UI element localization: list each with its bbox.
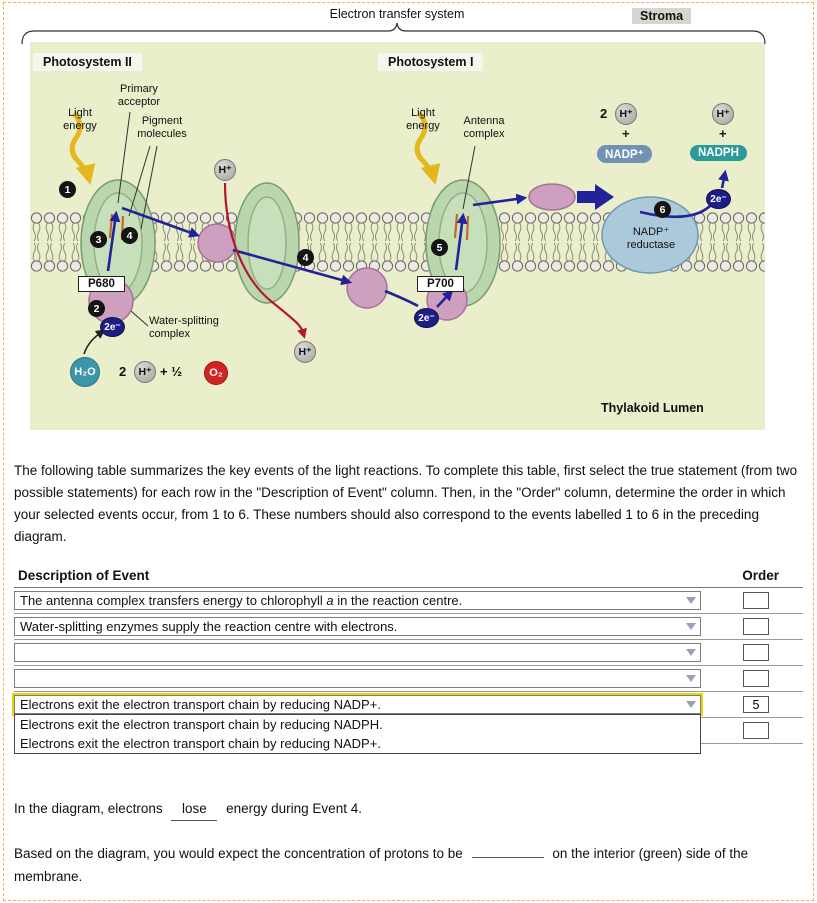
stroma-label: Stroma [632,8,691,24]
answer-blank-energy[interactable]: lose [171,797,217,821]
plastocyanin [347,268,387,308]
answer-blank-concentration[interactable] [472,857,544,858]
dropdown-option-1[interactable]: Electrons exit the electron transport chain by reducing NADPH. [20,717,383,732]
ferredoxin [529,184,575,210]
proton-icon: H⁺ [712,103,734,125]
table-row [14,692,803,751]
event-badge-5: 5 [431,239,448,256]
proton-icon: H⁺ [134,361,156,383]
event-dropdown-4[interactable] [14,669,701,688]
question-electron-energy [14,797,806,821]
p700-label: P700 [417,276,464,292]
event-badge-2: 2 [88,300,105,317]
order-input-2[interactable] [743,618,769,635]
water-splitting-label: Water-splitting complex [149,315,219,340]
dropdown-option-2[interactable]: Electrons exit the electron transport chain by reducing NADP+. [20,736,381,751]
light-energy-label-ps2: Light energy [63,107,97,132]
event-badge-4a: 4 [121,227,138,244]
light-reactions-diagram [0,0,817,445]
selected-event-text: Water-splitting enzymes supply the reaction centre with electrons. [20,619,398,634]
p680-label: P680 [78,276,125,292]
table-row [14,588,803,614]
selected-event-text: Electrons exit the electron transport chain by reducing NADP+. [20,697,381,712]
electron-pair-icon: 2e⁻ [100,317,125,337]
nadp-badge: NADP⁺ [597,145,652,163]
electron-pair-icon: 2e⁻ [414,308,439,328]
event-badge-3: 3 [90,231,107,248]
dropdown-options-list [14,714,701,754]
table-row [14,640,803,666]
event-dropdown-1[interactable] [14,591,701,610]
pigment-molecules-label: Pigment molecules [137,115,187,140]
table-row [14,614,803,640]
coefficient-2: 2 [600,106,608,121]
plus-sign: + [622,126,630,141]
proton-icon: H⁺ [294,341,316,363]
photosystem1-label: Photosystem I [378,53,483,71]
antenna-complex-label: Antenna complex [463,115,505,140]
chevron-down-icon[interactable] [686,701,696,708]
thylakoid-lumen-label: Thylakoid Lumen [601,401,704,415]
chevron-down-icon[interactable] [686,623,696,630]
question-text: on the interior (green) side of the membrane. [14,846,749,884]
events-table [14,568,803,751]
table-row [14,666,803,692]
order-input-4[interactable] [743,670,769,687]
question-proton-concentration [14,842,806,888]
column-header-order: Order [742,568,779,583]
proton-icon: H⁺ [214,159,236,181]
order-input-3[interactable] [743,644,769,661]
chevron-down-icon[interactable] [686,675,696,682]
question-text: energy during Event 4. [226,801,362,816]
order-input-5[interactable] [743,696,769,713]
intro-paragraph: The following table summarizes the key events of the light reactions. To complete this table, first select the true statement (from two possible statements) for each row in the "Description of Event" column. Then, in the "Order" column, determine the order in which your selected events occur, from 1 to 6. These numbers should also correspond to the events labelled 1 to 6 in the preceding diagram. [14,463,798,544]
nadph-badge: NADPH [690,145,747,161]
column-header-description: Description of Event [18,568,150,583]
primary-acceptor-label: Primary acceptor [117,83,161,108]
diagram-title: Electron transfer system [329,7,465,21]
question-text: In the diagram, electrons [14,801,163,816]
chevron-down-icon[interactable] [686,597,696,604]
brace [22,23,765,44]
oxygen-molecule-icon: O₂ [204,361,228,385]
light-energy-label-ps1: Light energy [406,107,440,132]
event-dropdown-2[interactable] [14,617,701,636]
event-dropdown-5[interactable] [14,695,701,714]
nadp-reductase-label: NADP⁺ reductase [626,226,676,251]
selected-event-text: The antenna complex transfers energy to chlorophyll a in the reaction centre. [20,593,463,608]
electron-pair-icon: 2e⁻ [706,189,731,209]
order-input-1[interactable] [743,592,769,609]
water-molecule-icon: H₂O [70,357,100,387]
proton-icon: H⁺ [615,103,637,125]
photosystem2-label: Photosystem II [33,53,142,71]
event-badge-6: 6 [654,201,671,218]
question-text: Based on the diagram, you would expect the concentration of protons to be [14,846,463,861]
event-dropdown-3[interactable] [14,643,701,662]
table-header [14,568,803,588]
plus-sign: + [719,126,727,141]
event-badge-1: 1 [59,181,76,198]
coefficient-2: 2 [119,364,127,379]
plus-half-label: + ½ [160,364,183,379]
order-input-6[interactable] [743,722,769,739]
chevron-down-icon[interactable] [686,649,696,656]
event-badge-4b: 4 [297,249,314,266]
